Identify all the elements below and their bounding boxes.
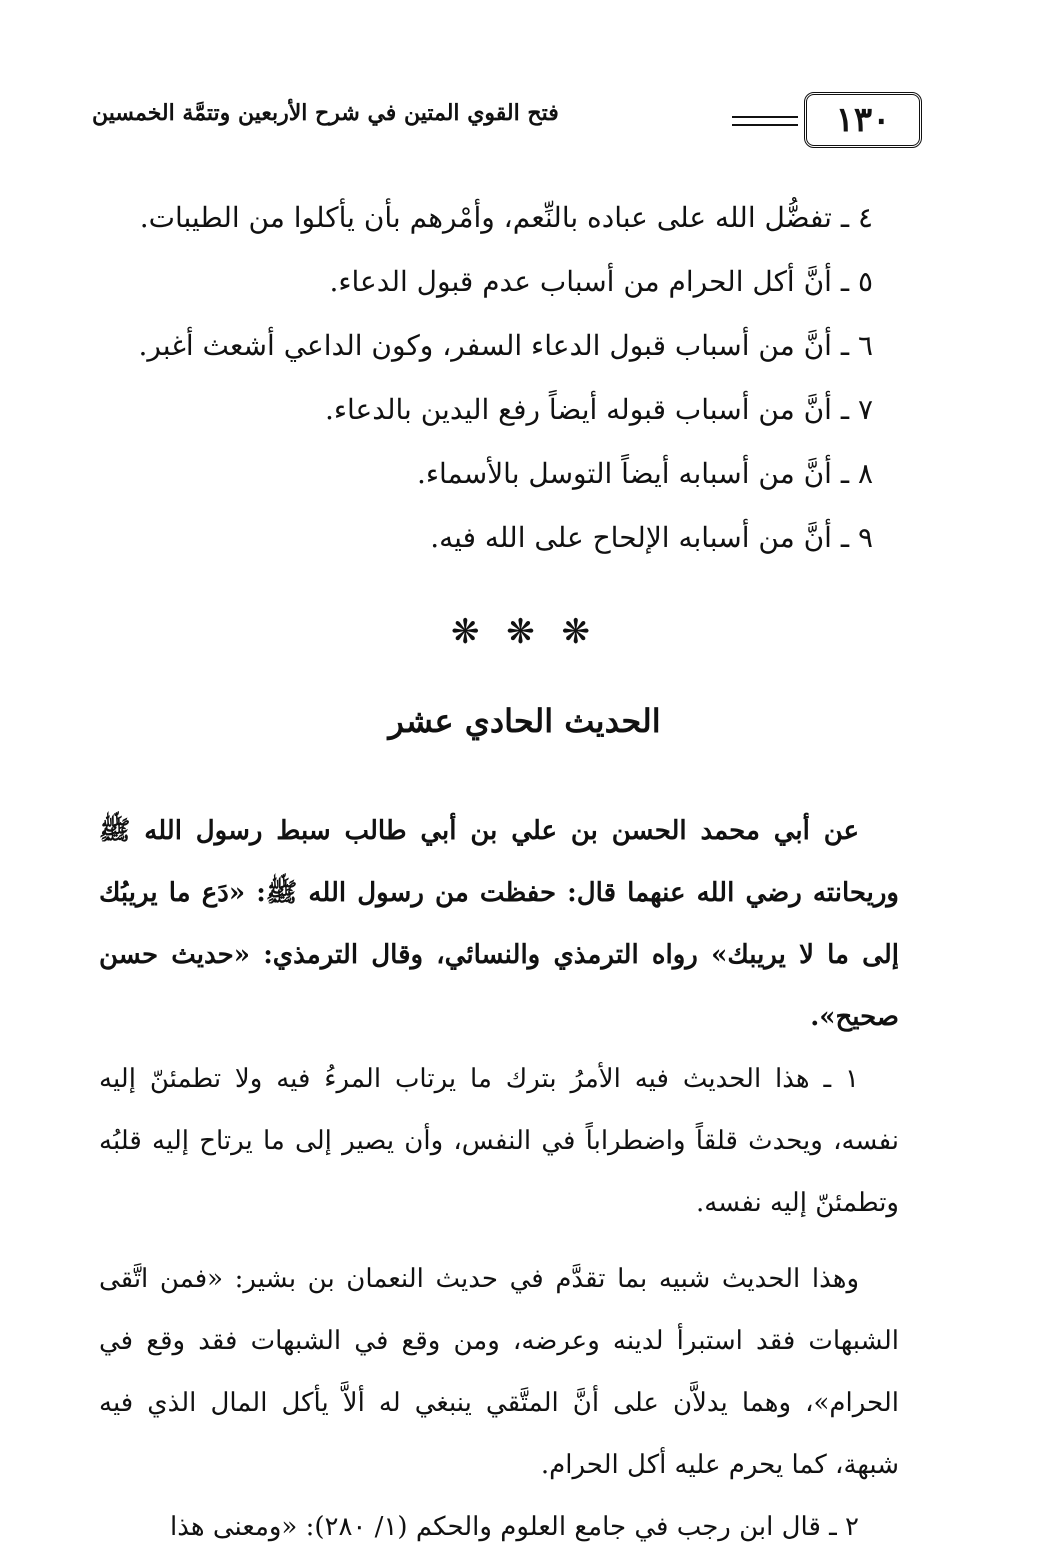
page-number: ١٣٠ bbox=[804, 92, 922, 148]
list-item: ٦ ـ أنَّ من أسباب قبول الدعاء السفر، وكون الداعي أشعث أغبر. bbox=[138, 329, 873, 362]
hadith-heading: الحديث الحادي عشر bbox=[388, 702, 661, 740]
list-item: ٩ ـ أنَّ من أسبابه الإلحاح على الله فيه. bbox=[430, 521, 873, 554]
list-item: ٧ ـ أنَّ من أسباب قبوله أيضاً رفع اليدين بالدعاء. bbox=[324, 393, 873, 426]
header-rule bbox=[732, 116, 798, 126]
hadith-text: عن أبي محمد الحسن بن علي بن أبي طالب سبط رسول الله ﷺ وريحانته رضي الله عنهما قال: حفظت من رسول الله ﷺ: «دَع ما يريبُك إلى ما لا يريبك» رواه الترمذي والنسائي، وقال الترمذي: «حديث حسن صحيح». bbox=[99, 816, 900, 1032]
book-title: فتح القوي المتين في شرح الأربعين وتتمَّة الخمسين bbox=[92, 100, 559, 126]
page-header bbox=[92, 92, 922, 152]
list-item: ٤ ـ تفضُّل الله على عباده بالنِّعم، وأمْرهم بأن يأكلوا من الطيبات. bbox=[139, 201, 873, 234]
commentary-paragraph: وهذا الحديث شبيه بما تقدَّم في حديث النعمان بن بشير: «فمن اتَّقى الشبهات فقد استبرأ لدينه وعرضه، ومن وقع في الشبهات فقد وقع في الحرام»، وهما يدلاَّن على أنَّ المتَّقي ينبغي له ألاَّ يأكل المال الذي فيه شبهة، كما يحرم عليه أكل الحرام. bbox=[99, 1264, 899, 1480]
commentary-paragraph: ٢ ـ قال ابن رجب في جامع العلوم والحكم (١/ ٢٨٠): «ومعنى هذا bbox=[170, 1512, 859, 1542]
commentary-paragraph: ١ ـ هذا الحديث فيه الأمرُ بترك ما يرتاب المرءُ فيه ولا تطمئنّ إليه نفسه، ويحدث قلقاً واضطراباً في النفس، وأن يصير إلى ما يرتاح إليه قلبُه وتطمئنّ إليه نفسه. bbox=[99, 1064, 899, 1218]
list-item: ٥ ـ أنَّ أكل الحرام من أسباب عدم قبول الدعاء. bbox=[329, 265, 873, 298]
body-text bbox=[99, 800, 899, 1558]
list-item: ٨ ـ أنَّ من أسبابه أيضاً التوسل بالأسماء. bbox=[416, 457, 873, 490]
section-separator: ❋ ❋ ❋ bbox=[450, 612, 599, 652]
lessons-list bbox=[138, 186, 873, 570]
